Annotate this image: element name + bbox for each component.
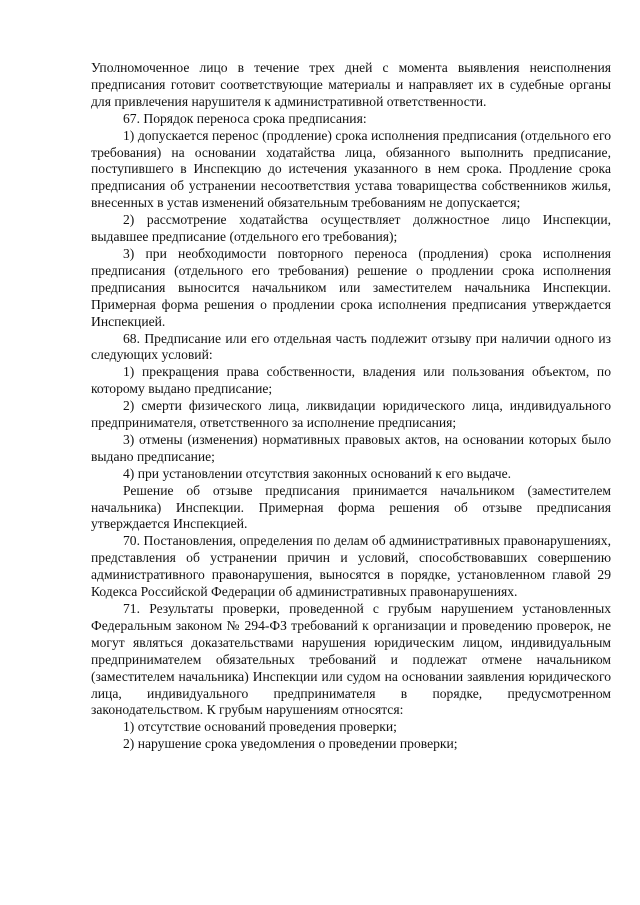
paragraph-71-item-1: 1) отсутствие оснований проведения проверки; <box>123 719 397 735</box>
paragraph-68-item-4: 4) при установлении отсутствия законных оснований к его выдаче. <box>123 465 512 481</box>
paragraph-67-item-2: 2) рассмотрение ходатайства осуществляет должностное лицо Инспекции, выдавшее предписание (отдельного его требования); <box>91 212 611 245</box>
paragraph-67-item-3: 3) при необходимости повторного переноса (продления) срока исполнения предписания (отдельного его требования) решение о продлении срока исполнения предписания выносится начальником или заместителем начальника Инспекции. Примерная форма решения о продлении срока исполнения предписания утверждается Инспекцией. <box>91 245 611 329</box>
paragraph-68-item-1: 1) прекращения права собственности, владения или пользования объектом, по которому выдано предписание; <box>91 364 611 397</box>
paragraph-71: 71. Результаты проверки, проведенной с грубым нарушением установленных Федеральным законом № 294-ФЗ требований к организации и проведению проверок, не могут являться доказательствами нарушения юридическим лицом, индивидуальным предпринимателем обязательных требований и подлежат отмене начальником (заместителем начальника) Инспекции или судом на основании заявления юридического лица, индивидуального предпринимателя в порядке, предусмотренном законодательством. К грубым нарушениям относятся: <box>91 601 611 718</box>
document-body <box>91 60 611 753</box>
paragraph-67-item-1: 1) допускается перенос (продление) срока исполнения предписания (отдельного его требования) на основании ходатайства лица, обязанного выполнить предписание, поступившего в Инспекцию до истечения указанного в нем срока. Продление срока предписания об устранении несоответствия устава товарищества собственников жилья, внесенных в устав изменений обязательным требованиям не допускается; <box>91 127 611 211</box>
paragraph-67-heading: 67. Порядок переноса срока предписания: <box>123 110 367 126</box>
paragraph-70: 70. Постановления, определения по делам об административных правонарушениях, представления об устранении причин и условий, способствовавших совершению административного правонарушения, выносятся в порядке, установленном главой 29 Кодекса Российской Федерации об административных правонарушениях. <box>91 533 611 600</box>
paragraph-68-item-3: 3) отмены (изменения) нормативных правовых актов, на основании которых было выдано предписание; <box>91 431 611 464</box>
paragraph-71-item-2: 2) нарушение срока уведомления о проведении проверки; <box>123 736 458 752</box>
paragraph-68-item-2: 2) смерти физического лица, ликвидации юридического лица, индивидуального предпринимателя, ответственного за исполнение предписания; <box>91 398 611 431</box>
paragraph-68-heading: 68. Предписание или его отдельная часть подлежит отзыву при наличии одного из следующих условий: <box>91 330 611 363</box>
paragraph-intro: Уполномоченное лицо в течение трех дней с момента выявления неисполнения предписания готовит соответствующие материалы и направляет их в судебные органы для привлечения нарушителя к административной ответственности. <box>91 60 611 109</box>
paragraph-recall-decision: Решение об отзыве предписания принимается начальником (заместителем начальника) Инспекции. Примерная форма решения об отзыве предписания утверждается Инспекцией. <box>91 482 611 532</box>
